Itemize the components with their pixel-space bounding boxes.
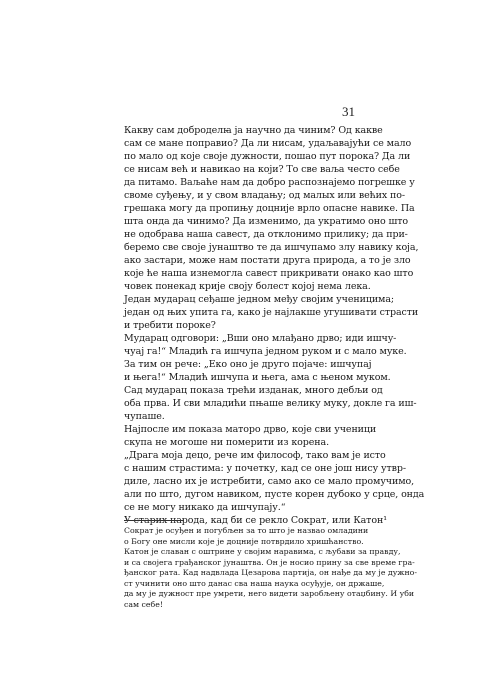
footnote-line: Катон је славан с оштрине у својим нарaвима, с љубави за правду, — [124, 547, 401, 556]
footnote-line: ст учинити оно што данас сва наша наука осуђује, он држаше, — [124, 578, 385, 588]
body-line: За тим он рече: „Еко оно је друго појаче: ишчупај — [124, 359, 372, 370]
body-line: скупа не могоше ни померити из корена. — [124, 437, 329, 448]
footnote-line: сам себе! — [124, 599, 163, 609]
body-line: диле, ласно их је истребити, само ако се мало промучимо, — [124, 476, 415, 487]
body-line: по мало од које своје дужности, пошао пут порока? Да ли — [124, 151, 411, 162]
body-line: које ће наша изнемогла савест прикривати онако као што — [124, 268, 414, 279]
body-line: и њега!“ Младић ишчупа и њега, ама с њеном мукoм. — [124, 372, 391, 383]
footnote-line: да му је дужност пре умрети, него видети заробљену отаџбину. И уби — [124, 589, 415, 598]
body-line: и требити пороке? — [124, 320, 216, 331]
body-line: „Драга моја децо, рече им философ, тако вам је исто — [124, 450, 386, 461]
body-line: се нисам већ и навикао на који? То све ваља често себе — [124, 164, 400, 175]
body-line: човек понекад крије своју болест којој нема лека. — [124, 281, 371, 292]
body-line: Најпосле им показа маторо дрво, које сви ученици — [124, 424, 377, 435]
body-line: један од њих упита га, како је најлакше угушивати страсти — [124, 307, 419, 318]
body-line: беремо све своје јунаштво те да ишчупамо злу навику која, — [124, 242, 419, 253]
footnote-line: и са својега грађанског јунаштва. Он је носио прину за све време гра- — [124, 557, 415, 567]
footnotes — [124, 526, 417, 610]
body-line: Један мударац сеђаше једном међу својим ученицима; — [124, 294, 395, 305]
body-line: Мударац одговори: „Вши оно млађано дрво; иди ишчу- — [124, 333, 397, 344]
body-line: не одобрава наша савест, да отклонимо прилику; да при- — [124, 229, 408, 240]
body-line: ако застари, може нам постати друга природа, а то је зло — [124, 255, 411, 266]
body-line: с нашим страстима: у почетку, кад се оне још нису утвр- — [124, 463, 407, 474]
body-line: се не могу никако да ишчупају.“ — [124, 502, 286, 513]
footnote-line: ђанског рата. Кад надвлада Цезарова партија, он нађе да му је дужно- — [124, 568, 417, 577]
body-line: своме суђењу, и у свом владању; од малых или већих по- — [124, 190, 405, 201]
body-line: али по што, дугом навиком, пусте корен дубоко у срце, онда — [124, 489, 425, 500]
body-line: да питамо. Ваљаће нам да добро распознајемо погрешке у — [124, 177, 415, 188]
body-line: Сад мударац показа трећи изданак, много дебљи од — [124, 385, 383, 396]
footnote-line: о Богу оне мисли које је доцније потврдило хришћанство. — [124, 536, 364, 546]
body-line: чупаше. — [124, 411, 165, 422]
body-line: шта онда да чинимо? Да изменимо, да укратимо оно што — [124, 216, 409, 227]
page-number: 31 — [342, 104, 355, 119]
footnote-divider — [124, 520, 184, 521]
body-text — [124, 124, 425, 527]
body-line: Какву сам доброделꙗ ја научно да чиним? Од какве — [124, 125, 383, 136]
body-line: оба прва. И сви младићи пњаше велику муку, докле га иш- — [124, 398, 417, 409]
body-line: грешака могу да пропињу доцније врло опасне навике. Па — [124, 203, 415, 214]
body-line: чуај га!“ Младић га ишчупа једном руком и с мало муке. — [124, 346, 407, 357]
footnote-line: Сократ је осуђен и погубљен за то што је назвао омладини — [124, 526, 369, 535]
body-line: У старих народа, кад би се рекло Сократ, или Катон¹ — [124, 515, 387, 526]
body-line: сам се мане поправио? Да ли нисам, удаљавајући се мало — [124, 138, 412, 149]
